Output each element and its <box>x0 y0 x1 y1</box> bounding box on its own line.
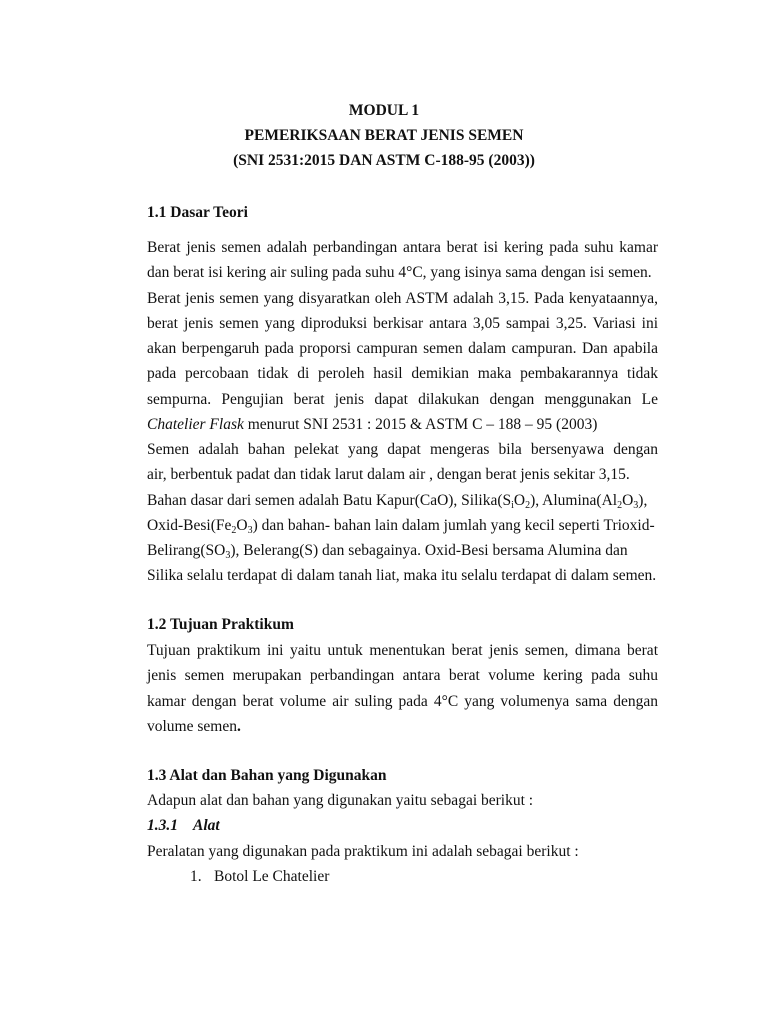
text-line: akan berpengaruh pada proporsi campuran semen dalam campuran. Dan apabila <box>147 340 658 358</box>
italic-term: Chatelier Flask <box>147 416 244 434</box>
module-standard: (SNI 2531:2015 DAN ASTM C-188-95 (2003)) <box>233 152 535 169</box>
text-line: berat jenis semen yang diproduksi berkisar antara 3,05 sampai 3,25. Variasi ini <box>147 314 658 332</box>
text-segment: volume semen <box>147 717 237 735</box>
text-segment: O <box>622 491 634 509</box>
text-line <box>147 538 658 563</box>
module-title: PEMERIKSAAN BERAT JENIS SEMEN <box>244 127 524 144</box>
alat-bahan-intro: Adapun alat dan bahan yang digunakan yaitu sebagai berikut : <box>147 792 534 809</box>
text-segment: menurut SNI 2531 : 2015 & ASTM C – 188 – 95 (2003) <box>243 416 598 434</box>
subscript: 3 <box>247 524 253 536</box>
paragraph-dasar-teori-1 <box>147 235 658 437</box>
text-segment: O <box>513 491 526 509</box>
text-segment: . <box>236 717 241 735</box>
module-number: MODUL 1 <box>348 102 420 119</box>
text-segment: ) dan bahan- bahan lain dalam jumlah yang kecil seperti Trioxid- <box>252 516 655 534</box>
text-line: jenis semen merupakan perbandingan antara berat volume kering pada suhu <box>147 667 658 685</box>
paragraph-tujuan <box>147 638 658 739</box>
text-segment: O <box>236 516 248 534</box>
text-line: Tujuan praktikum ini yaitu untuk menentukan berat jenis semen, dimana berat <box>147 642 658 659</box>
list-item-number: 1. <box>190 868 202 885</box>
subsection-number: 1.3.1 <box>147 817 178 834</box>
text-line: kamar dengan berat volume air suling pada 4°C yang volumenya sama dengan <box>147 692 658 710</box>
section-heading-tujuan-praktikum: 1.2 Tujuan Praktikum <box>147 616 294 633</box>
subscript: 3 <box>633 499 639 511</box>
text-line: sempurna. Pengujian berat jenis dapat dilakukan dengan menggunakan Le <box>147 390 658 408</box>
subscript: i <box>511 499 514 511</box>
subscript: 2 <box>525 499 531 511</box>
text-segment: Oxid-Besi(Fe <box>147 516 232 534</box>
document-title <box>0 98 768 173</box>
text-line: Silika selalu terdapat di dalam tanah liat, maka itu selalu terdapat di dalam semen. <box>147 567 657 585</box>
list-item-label: Botol Le Chatelier <box>214 868 330 885</box>
text-segment: Bahan dasar dari semen adalah Batu Kapur(CaO), Silika(S <box>147 491 512 509</box>
subscript: 2 <box>617 499 623 511</box>
text-segment: ), Belerang(S) dan sebagainya. Oxid-Besi bersama Alumina dan <box>230 542 628 560</box>
paragraph-dasar-teori-2 <box>147 437 658 589</box>
text-line: Berat jenis semen yang disyaratkan oleh ASTM adalah 3,15. Pada kenyataannya, <box>147 289 658 307</box>
text-line <box>147 714 658 739</box>
subscript: 2 <box>231 524 237 536</box>
text-segment: ), Alumina(Al <box>530 491 618 509</box>
text-line <box>147 513 658 538</box>
alat-intro: Peralatan yang digunakan pada praktikum ini adalah sebagai berikut : <box>147 843 579 860</box>
subscript: 3 <box>225 550 231 562</box>
subsection-heading-alat <box>147 817 220 835</box>
text-line: Berat jenis semen adalah perbandingan antara berat isi kering pada suhu kamar <box>147 239 658 256</box>
text-line: dan berat isi kering air suling pada suhu 4°C, yang isinya sama dengan isi semen. <box>147 264 652 282</box>
text-line: Semen adalah bahan pelekat yang dapat mengeras bila bersenyawa dengan <box>147 441 658 458</box>
section-heading-dasar-teori: 1.1 Dasar Teori <box>147 204 248 221</box>
text-line: air, berbentuk padat dan tidak larut dalam air , dengan berat jenis sekitar 3,15. <box>147 466 630 484</box>
text-line <box>147 412 658 437</box>
text-line: pada percobaan tidak di peroleh hasil demikian maka pembakarannya tidak <box>147 365 658 383</box>
subsection-label: Alat <box>193 817 220 834</box>
text-line <box>147 488 658 513</box>
list-item <box>190 868 329 886</box>
text-segment: ), <box>638 491 648 509</box>
text-segment: Belirang(SO <box>147 542 226 560</box>
section-heading-alat-bahan: 1.3 Alat dan Bahan yang Digunakan <box>147 767 387 784</box>
